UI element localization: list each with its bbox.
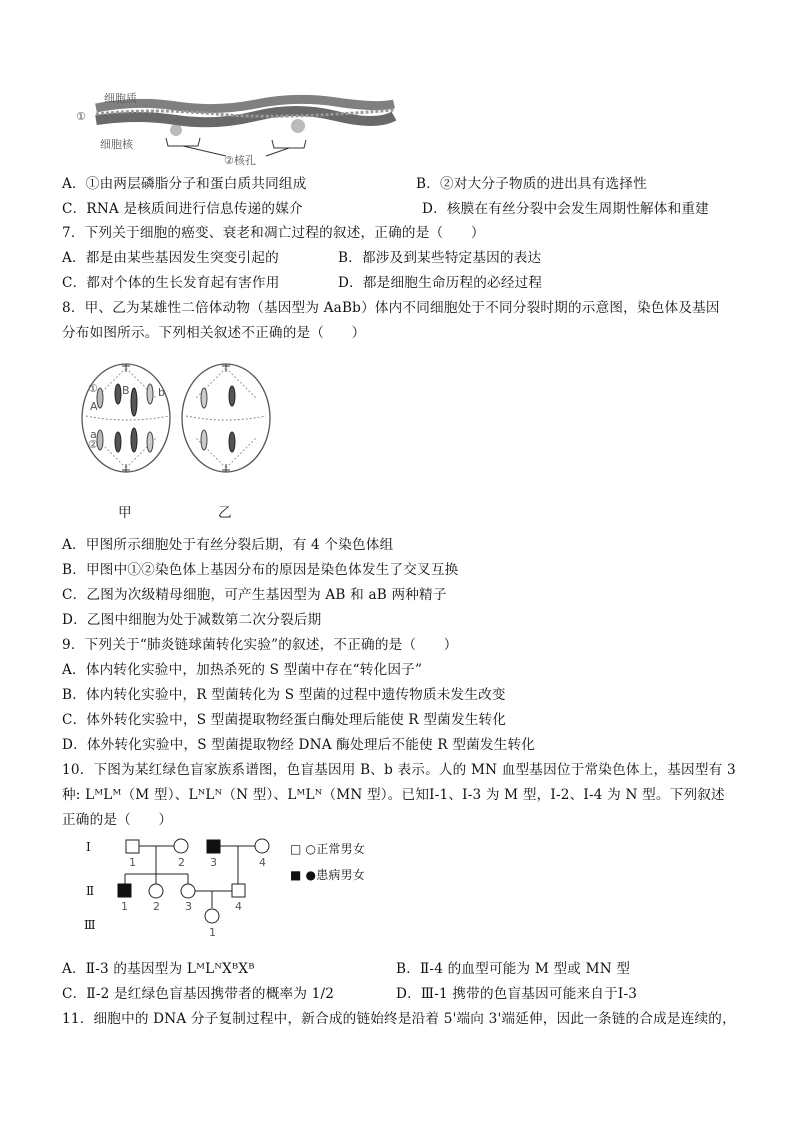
- q9-option-c: C．体外转化实验中，S 型菌提取物经蛋白酶处理后能使 R 型菌发生转化: [62, 712, 507, 728]
- q9-option-a: A．体内转化实验中，加热杀死的 S 型菌中存在“转化因子”: [62, 662, 423, 678]
- q10-option-b: B．Ⅱ-4 的血型可能为 M 型或 MN 型: [396, 961, 631, 977]
- q10-option-c: C．Ⅱ-2 是红绿色盲基因携带者的概率为 1/2: [62, 986, 335, 1002]
- III-1-number: 1: [209, 926, 216, 939]
- generation-I-label: Ⅰ: [86, 840, 91, 854]
- q7-option-d: D．都是细胞生命历程的必经过程: [338, 275, 543, 291]
- q10-stem-line-3: 正确的是（ ）: [62, 812, 173, 828]
- marker-1-label: ①: [88, 382, 98, 395]
- cytoplasm-label: 细胞质: [104, 92, 137, 105]
- marker-2-label: ②: [88, 438, 98, 451]
- II-1-number: 1: [121, 900, 128, 913]
- q10-stem-line-1: 10．下图为某红绿色盲家族系谱图，色盲基因用 B、b 表示。人的 MN 血型基因位于常染色体上，基因型有 3: [62, 762, 736, 778]
- I-2-number: 2: [178, 856, 185, 869]
- gene-a-label: a: [90, 428, 97, 441]
- q8-stem-line-2: 分布如图所示。下列相关叙述不正确的是（ ）: [62, 325, 366, 341]
- generation-III-label: Ⅲ: [84, 918, 96, 932]
- q9-stem: 9．下列关于“肺炎链球菌转化实验”的叙述，不正确的是（ ）: [62, 637, 458, 653]
- q6-option-b: B．②对大分子物质的进出具有选择性: [416, 176, 647, 192]
- membrane-marker-label: ①: [76, 110, 86, 123]
- pedigree-chart: [80, 836, 410, 952]
- I-3-number: 3: [210, 856, 217, 869]
- II-3-number: 3: [185, 900, 192, 913]
- q8-stem-line-1: 8．甲、乙为某雄性二倍体动物（基因型为 AaBb）体内不同细胞处于不同分裂时期的示意图，染色体及基因: [62, 300, 720, 316]
- nuclear-pore-label: ②核孔: [224, 154, 256, 167]
- nuclear-membrane-figure: [76, 86, 396, 166]
- q8-option-a: A．甲图所示细胞处于有丝分裂后期，有 4 个染色体组: [62, 537, 394, 553]
- q8-option-c: C．乙图为次级精母细胞，可产生基因型为 AB 和 aB 两种精子: [62, 587, 447, 603]
- cell-division-image: [78, 358, 278, 488]
- q11-stem-line-1: 11．细胞中的 DNA 分子复制过程中，新合成的链始终是沿着 5'端向 3'端延伸，因此一条链的合成是连续的，: [62, 1011, 736, 1027]
- q10-option-a: A．Ⅱ-3 的基因型为 LᴹLᴺXᴮXᴮ: [62, 961, 255, 977]
- q7-stem: 7．下列关于细胞的癌变、衰老和凋亡过程的叙述，正确的是（ ）: [62, 225, 485, 241]
- cell-yi-label: 乙: [218, 505, 232, 521]
- gene-B-label: B: [122, 384, 130, 397]
- q7-option-a: A．都是由某些基因发生突变引起的: [62, 250, 279, 266]
- gene-A-label: A: [90, 400, 98, 413]
- q9-option-b: B．体内转化实验中，R 型菌转化为 S 型菌的过程中遗传物质未发生改变: [62, 687, 506, 703]
- II-4-number: 4: [235, 900, 242, 913]
- legend-normal: □ ○正常男女: [290, 842, 366, 856]
- q10-stem-line-2: 种: LᴹLᴹ（M 型）、LᴺLᴺ（N 型）、LᴹLᴺ（MN 型）。已知Ⅰ-1、Ⅰ-3 为 M 型，Ⅰ-2、Ⅰ-4 为 N 型。下列叙述: [62, 787, 725, 803]
- II-2-number: 2: [153, 900, 160, 913]
- q6-option-d: D．核膜在有丝分裂中会发生周期性解体和重建: [422, 201, 709, 217]
- q10-option-d: D．Ⅲ-1 携带的色盲基因可能来自于Ⅰ-3: [396, 986, 638, 1002]
- I-1-number: 1: [129, 856, 136, 869]
- q6-option-c: C．RNA 是核质间进行信息传递的媒介: [62, 201, 303, 217]
- legend-affected: ■ ●患病男女: [290, 868, 366, 882]
- q7-option-c: C．都对个体的生长发育起有害作用: [62, 275, 280, 291]
- nucleus-label: 细胞核: [100, 138, 133, 151]
- gene-b-label: b: [158, 386, 165, 399]
- q8-option-b: B．甲图中①②染色体上基因分布的原因是染色体发生了交叉互换: [62, 562, 459, 578]
- q9-option-d: D．体外转化实验中，S 型菌提取物经 DNA 酶处理后不能使 R 型菌发生转化: [62, 737, 536, 753]
- cell-jia-label: 甲: [118, 505, 132, 521]
- q7-option-b: B．都涉及到某些特定基因的表达: [338, 250, 542, 266]
- cell-division-figure: [78, 358, 278, 528]
- q8-option-d: D．乙图中细胞为处于减数第二次分裂后期: [62, 612, 322, 628]
- q6-option-a: A．①由两层磷脂分子和蛋白质共同组成: [62, 176, 307, 192]
- I-4-number: 4: [259, 856, 266, 869]
- generation-II-label: Ⅱ: [86, 884, 95, 898]
